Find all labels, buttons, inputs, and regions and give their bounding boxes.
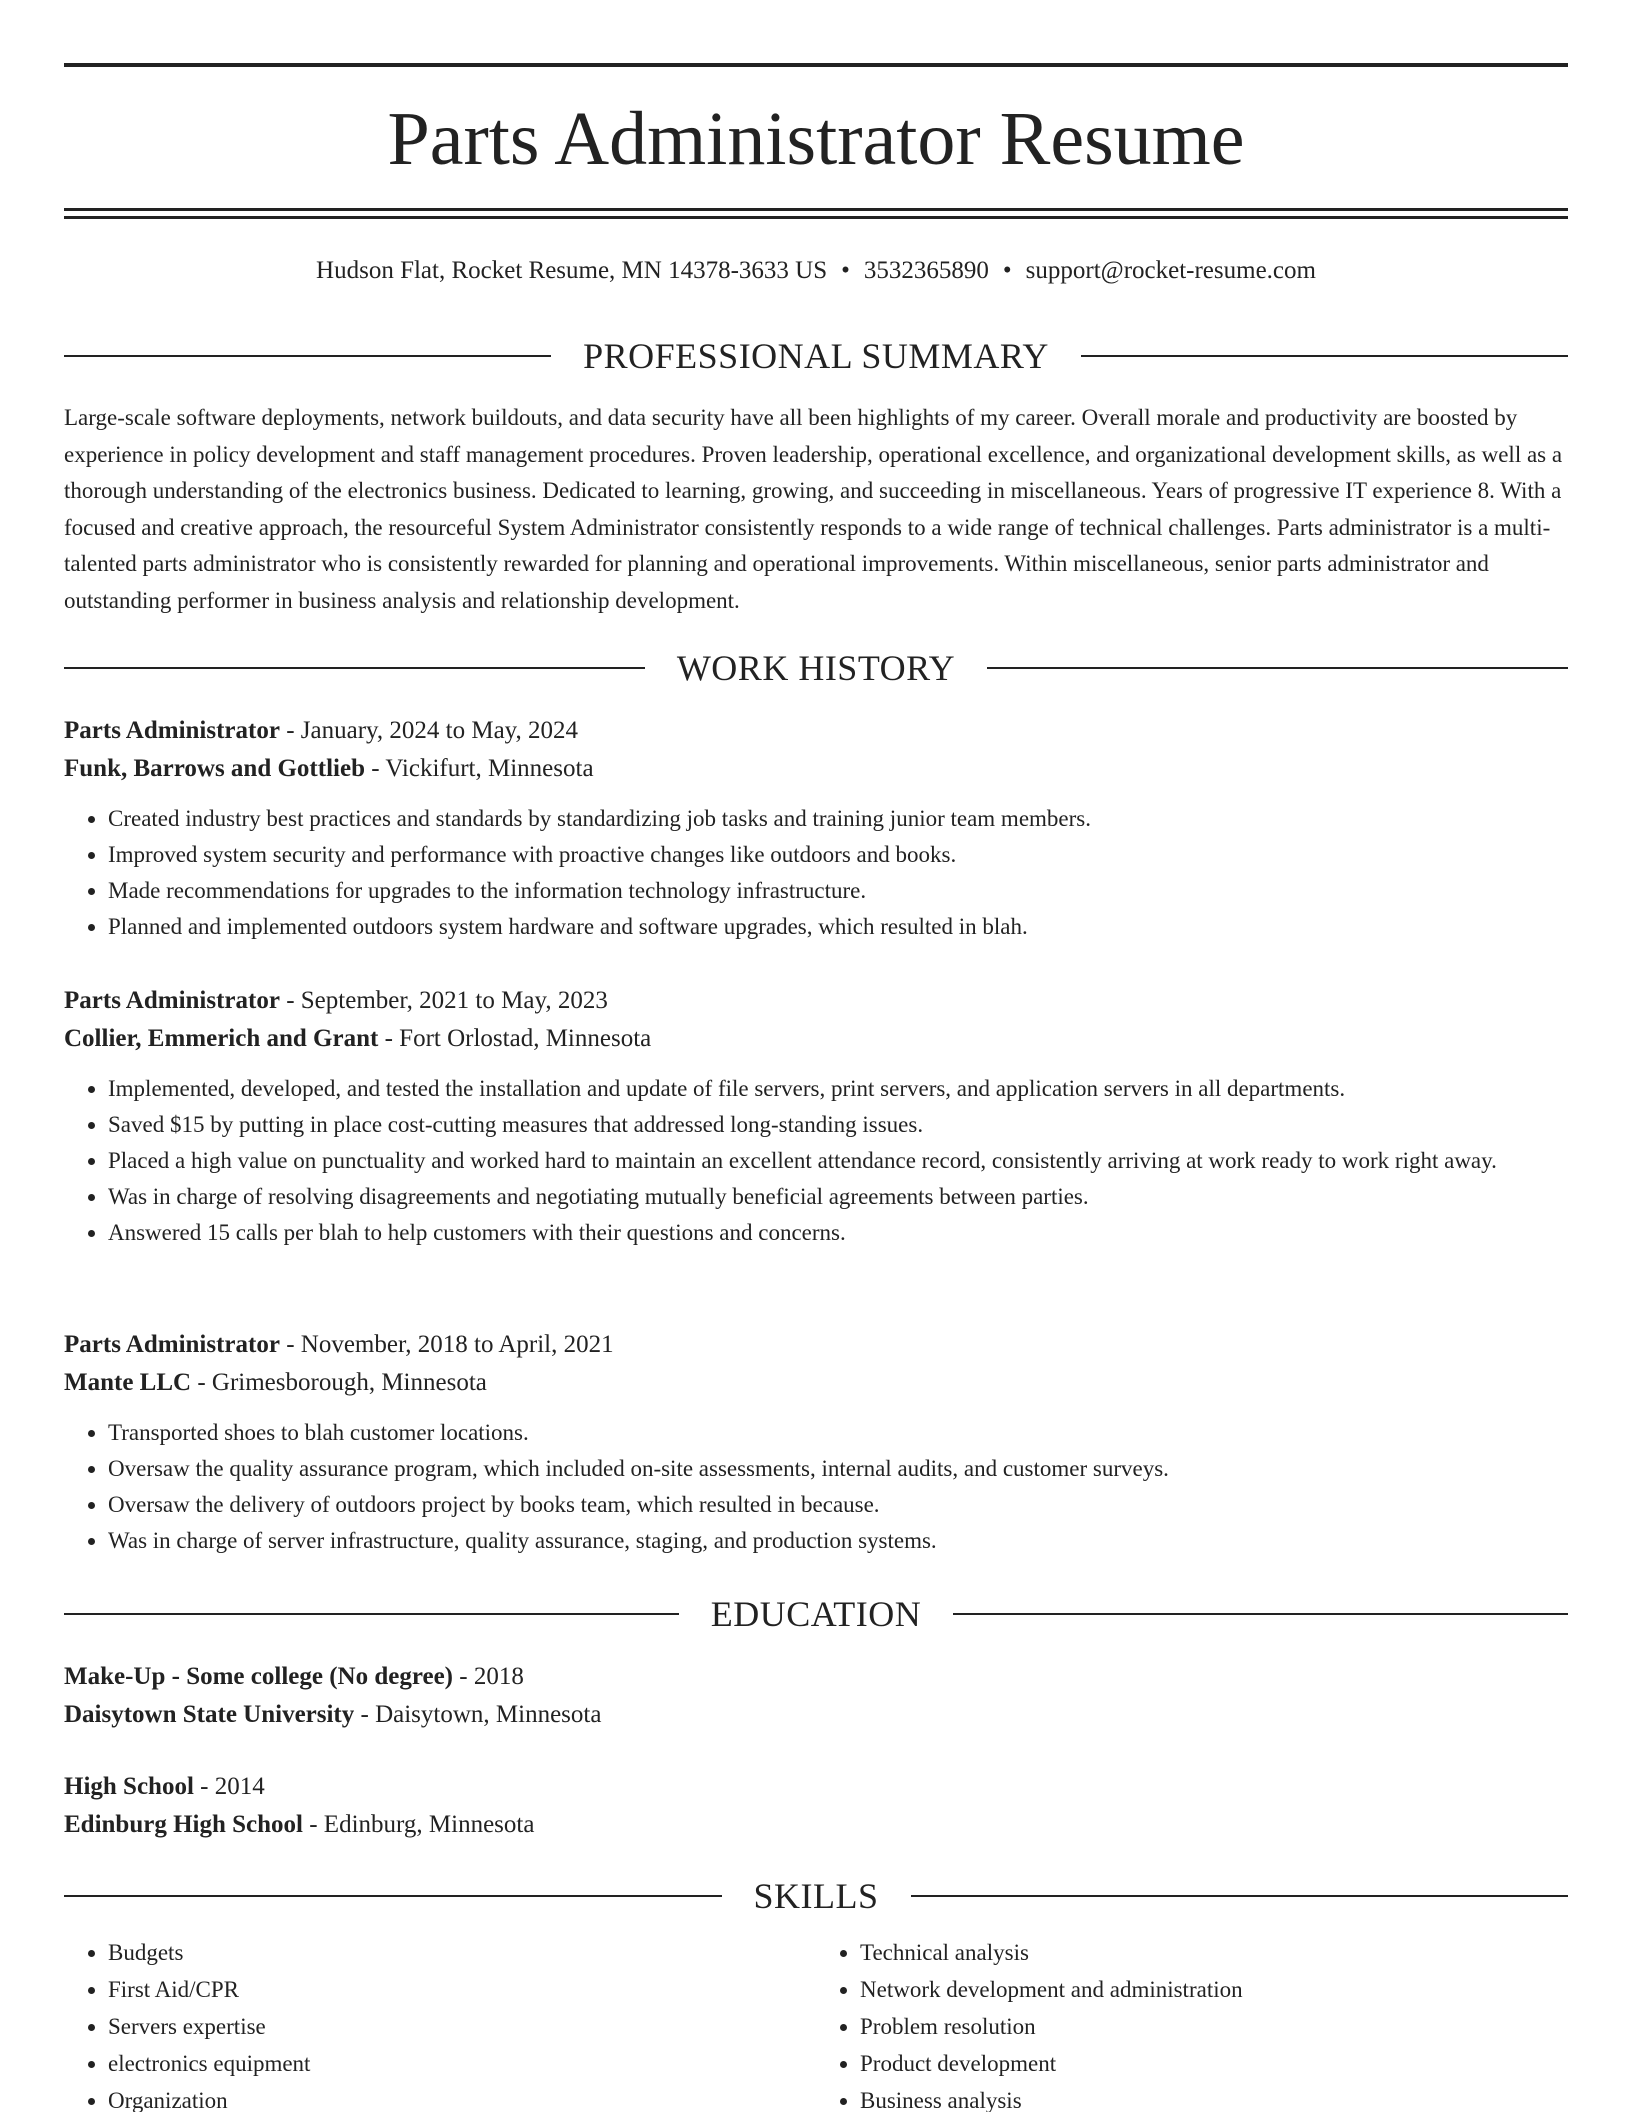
school-name: Daisytown State University <box>64 1701 355 1728</box>
contact-address: Hudson Flat, Rocket Resume, MN 14378-3633 US <box>316 257 828 284</box>
degree-year: - 2018 <box>453 1663 524 1690</box>
school-line <box>64 1696 1568 1734</box>
degree-year: - 2014 <box>193 1773 265 1800</box>
skill-item: • Business analysis <box>860 2082 1568 2112</box>
list-item: • Oversaw the quality assurance program, which included on-site assessments, internal audits, and customer surveys. <box>108 1451 1568 1487</box>
page-title: Parts Administrator Resume <box>387 97 1245 181</box>
skill-item: • First Aid/CPR <box>108 1971 816 2008</box>
skill-item: • Problem resolution <box>860 2008 1568 2045</box>
title-bottom-rule-upper <box>64 208 1568 211</box>
heading-rule-right <box>1081 355 1568 357</box>
list-item: • Transported shoes to blah customer locations. <box>108 1415 1568 1451</box>
skill-item: • Organization <box>108 2082 816 2112</box>
job-entry <box>64 712 1568 945</box>
job-company-line <box>64 1364 1568 1402</box>
job-title: Parts Administrator <box>64 1331 280 1358</box>
job-company-line <box>64 750 1568 788</box>
summary-text: Large-scale software deployments, network buildouts, and data security have all been highlights of my career. Overall morale and productivity are boosted by experience in policy development and staff management procedures. Proven leadership, operational excellence, and organizational development skills, as well as a thorough understanding of the electronics business. Dedicated to learning, growing, and succeeding in miscellaneous. Years of progressive IT experience 8. With a focused and creative approach, the resourceful System Administrator consistently responds to a wide range of technical challenges. Parts administrator is a multi-talented parts administrator who is consistently rewarded for planning and operational improvements. Within miscellaneous, senior parts administrator and outstanding performer in business analysis and relationship development. <box>64 405 1563 613</box>
degree-line <box>64 1658 1568 1696</box>
skills-section-heading <box>64 1874 1568 1918</box>
summary-heading-label: PROFESSIONAL SUMMARY <box>583 336 1049 376</box>
skills-list-right <box>816 1934 1568 2112</box>
job-company: Mante LLC <box>64 1369 192 1396</box>
education-entry <box>64 1658 1568 1734</box>
school-name: Edinburg High School <box>64 1811 303 1838</box>
heading-rule-left <box>64 1613 679 1615</box>
list-item: • Implemented, developed, and tested the installation and update of file servers, print servers, and application servers in all departments. <box>108 1071 1568 1107</box>
job-dates: - September, 2021 to May, 2023 <box>279 987 608 1014</box>
contact-separator: • <box>1002 257 1012 284</box>
job-duties-list <box>64 1415 1568 1559</box>
job-location: - Fort Orlostad, Minnesota <box>378 1025 652 1052</box>
job-dates: - January, 2024 to May, 2024 <box>279 717 579 744</box>
heading-rule-right <box>987 667 1568 669</box>
work-heading-label: WORK HISTORY <box>676 648 956 688</box>
list-item: • Created industry best practices and standards by standardizing job tasks and training junior team members. <box>108 801 1568 837</box>
title-bottom-rule-lower <box>64 216 1568 219</box>
school-location: - Daisytown, Minnesota <box>354 1701 602 1728</box>
skill-item: • Product development <box>860 2045 1568 2082</box>
contact-phone: 3532365890 <box>863 257 989 284</box>
contact-email: support@rocket-resume.com <box>1025 257 1316 284</box>
job-title-line <box>64 982 1568 1020</box>
job-duties-list <box>64 801 1568 945</box>
list-item: • Improved system security and performance with proactive changes like outdoors and books. <box>108 837 1568 873</box>
job-title-line <box>64 1326 1568 1364</box>
heading-rule-right <box>953 1613 1568 1615</box>
education-entry <box>64 1768 1568 1844</box>
list-item: • Answered 15 calls per blah to help customers with their questions and concerns. <box>108 1215 1568 1251</box>
education-heading-label: EDUCATION <box>710 1594 922 1634</box>
school-location: - Edinburg, Minnesota <box>302 1811 535 1838</box>
skills-heading-label: SKILLS <box>753 1876 879 1916</box>
heading-rule-left <box>64 355 551 357</box>
degree-name: Make-Up - Some college (No degree) <box>64 1663 454 1690</box>
education-section-heading <box>64 1592 1568 1636</box>
job-title: Parts Administrator <box>64 987 280 1014</box>
skill-item: • Technical analysis <box>860 1934 1568 1971</box>
skill-item: • Network development and administration <box>860 1971 1568 2008</box>
degree-line <box>64 1768 1568 1806</box>
job-location: - Vickifurt, Minnesota <box>364 755 594 782</box>
school-line <box>64 1806 1568 1844</box>
job-title: Parts Administrator <box>64 717 280 744</box>
heading-rule-right <box>911 1895 1569 1897</box>
contact-separator: • <box>841 257 850 284</box>
skill-item: • electronics equipment <box>108 2045 816 2082</box>
list-item: • Planned and implemented outdoors system hardware and software upgrades, which resulted in blah. <box>108 909 1568 945</box>
job-company: Funk, Barrows and Gottlieb <box>64 755 365 782</box>
heading-rule-left <box>64 667 645 669</box>
list-item: • Made recommendations for upgrades to the information technology infrastructure. <box>108 873 1568 909</box>
skills-list-left <box>64 1934 816 2112</box>
list-item: • Was in charge of server infrastructure, quality assurance, staging, and production systems. <box>108 1523 1568 1559</box>
skill-item: • Servers expertise <box>108 2008 816 2045</box>
list-item: • Placed a high value on punctuality and worked hard to maintain an excellent attendance record, consistently arriving at work ready to work right away. <box>108 1143 1568 1179</box>
job-duties-list <box>64 1071 1568 1251</box>
skills-columns <box>64 1934 1568 2112</box>
list-item: • Was in charge of resolving disagreements and negotiating mutually beneficial agreements between parties. <box>108 1179 1568 1215</box>
skill-item: • Budgets <box>108 1934 816 1971</box>
contact-line <box>64 254 1568 288</box>
job-entry <box>64 982 1568 1251</box>
job-location: - Grimesborough, Minnesota <box>191 1369 487 1396</box>
job-dates: - November, 2018 to April, 2021 <box>279 1331 614 1358</box>
degree-name: High School <box>64 1773 194 1800</box>
list-item: • Oversaw the delivery of outdoors project by books team, which resulted in because. <box>108 1487 1568 1523</box>
summary-section-heading <box>64 334 1568 378</box>
heading-rule-left <box>64 1895 722 1897</box>
job-company-line <box>64 1020 1568 1058</box>
job-title-line <box>64 712 1568 750</box>
job-company: Collier, Emmerich and Grant <box>64 1025 379 1052</box>
work-section-heading <box>64 646 1568 690</box>
job-entry <box>64 1326 1568 1559</box>
list-item: • Saved $15 by putting in place cost-cutting measures that addressed long-standing issues. <box>108 1107 1568 1143</box>
title-top-rule <box>64 63 1568 67</box>
